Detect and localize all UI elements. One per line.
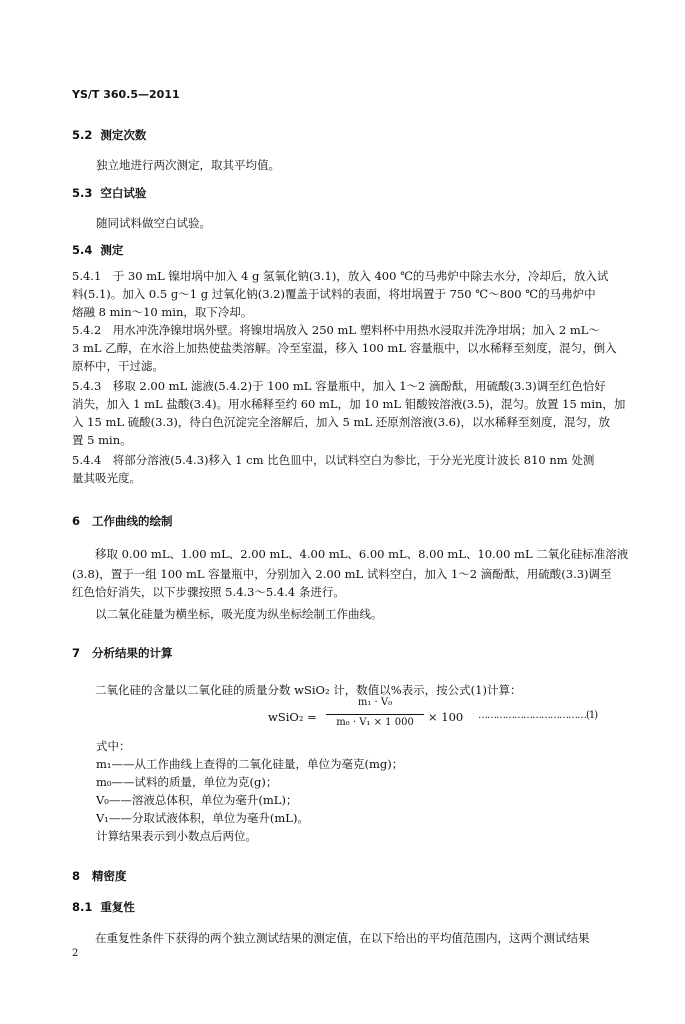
section-6-line: 移取 0.00 mL、1.00 mL、2.00 mL、4.00 mL、6.00 mL、8.00 mL、10.00 mL 二氧化硅标准溶液 (72, 547, 629, 561)
page-number: 2 (72, 948, 79, 959)
rounding-note: 计算结果表示到小数点后两位。 (96, 829, 257, 843)
section-7-heading (72, 645, 173, 661)
section-5-2-text: 独立地进行两次测定，取其平均值。 (96, 158, 280, 172)
formula-rhs: × 100 (428, 710, 464, 724)
section-number: 8 (72, 869, 81, 883)
paragraph-5-4-2-line: 3 mL 乙醇，在水浴上加热使盐类溶解。冷至室温，移入 100 mL 容量瓶中，以水稀释至刻度，混匀，倒入 (72, 341, 617, 355)
section-title: 精密度 (92, 869, 127, 883)
section-6-line: 红色恰好消失，以下步骤按照 5.4.3～5.4.4 条进行。 (72, 585, 345, 599)
section-7-intro: 二氧化硅的含量以二氧化硅的质量分数 wSiO₂ 计，数值以%表示，按公式(1)计算： (72, 683, 522, 697)
paragraph-5-4-4-line: 5.4.4 将部分溶液(5.4.3)移入 1 cm 比色皿中，以试料空白为参比，于分光光度计波长 810 nm 处测 (72, 453, 595, 467)
section-5-4-heading (72, 242, 123, 258)
section-5-3-heading (72, 185, 146, 201)
variable-definition: m₀——试料的质量，单位为克(g)； (96, 775, 278, 789)
variable-definition: V₁——分取试液体积，单位为毫升(mL)。 (96, 811, 309, 825)
where-label: 式中： (96, 739, 131, 753)
formula-lhs: wSiO₂ = (268, 710, 317, 724)
paragraph-5-4-3-line: 置 5 min。 (72, 433, 132, 447)
section-number: 5.3 (72, 186, 93, 200)
paragraph-5-4-2-line: 5.4.2 用水冲洗净镍坩埚外壁。将镍坩埚放入 250 mL 塑料杯中用热水浸取并洗净坩埚；加入 2 mL～ (72, 323, 600, 337)
paragraph-5-4-4-line: 量其吸光度。 (72, 471, 141, 485)
section-title: 重复性 (100, 900, 135, 914)
section-8-1-heading (72, 899, 135, 915)
formula-numerator: m₁ · V₀ (357, 697, 393, 708)
section-title: 测定 (100, 243, 124, 257)
section-number: 5.2 (72, 128, 93, 142)
section-title: 测定次数 (100, 128, 147, 142)
section-5-2-heading (72, 127, 146, 143)
section-8-1-text: 在重复性条件下获得的两个独立测试结果的测定值，在以下给出的平均值范围内，这两个测试结果 (72, 931, 590, 945)
section-title: 工作曲线的绘制 (92, 514, 173, 528)
variable-definition: m₁——从工作曲线上查得的二氧化硅量，单位为毫克(mg)； (96, 757, 404, 771)
paragraph-5-4-3-line: 消失，加入 1 mL 盐酸(3.4)。用水稀释至约 60 mL，加 10 mL 钼酸铵溶液(3.5)，混匀。放置 15 min，加 (72, 397, 626, 411)
section-6-line: 以二氧化硅量为横坐标，吸光度为纵坐标绘制工作曲线。 (72, 607, 383, 621)
paragraph-5-4-1-line: 料(5.1)。加入 0.5 g～1 g 过氧化钠(3.2)覆盖于试料的表面，将坩埚置于 750 ℃～800 ℃的马弗炉中 (72, 287, 596, 301)
section-5-3-text: 随同试料做空白试验。 (96, 216, 211, 230)
paragraph-5-4-3-line: 5.4.3 移取 2.00 mL 滤液(5.4.2)于 100 mL 容量瓶中，加入 1～2 滴酚酞，用硫酸(3.3)调至红色恰好 (72, 379, 606, 393)
section-title: 分析结果的计算 (92, 646, 173, 660)
section-8-heading (72, 868, 127, 884)
paragraph-5-4-1-line: 5.4.1 于 30 mL 镍坩埚中加入 4 g 氢氧化钠(3.1)，放入 400 ℃的马弗炉中除去水分，冷却后，放入试 (72, 269, 609, 283)
fraction-bar (326, 714, 424, 715)
section-number: 7 (72, 646, 81, 660)
section-number: 6 (72, 514, 81, 528)
standard-number: YS/T 360.5—2011 (72, 88, 180, 101)
section-number: 8.1 (72, 900, 93, 914)
formula-number: ………………………………(1) (478, 710, 598, 721)
variable-definition: V₀——溶液总体积，单位为毫升(mL)； (96, 793, 298, 807)
section-6-line: (3.8)，置于一组 100 mL 容量瓶中，分别加入 2.00 mL 试料空白，加入 1～2 滴酚酞，用硫酸(3.3)调至 (72, 567, 612, 581)
section-6-heading (72, 513, 173, 529)
formula-denominator: m₀ · V₁ × 1 000 (336, 717, 414, 728)
paragraph-5-4-1-line: 熔融 8 min～10 min，取下冷却。 (72, 305, 253, 319)
section-number: 5.4 (72, 243, 93, 257)
section-title: 空白试验 (100, 186, 147, 200)
paragraph-5-4-2-line: 原杯中，干过滤。 (72, 359, 164, 373)
paragraph-5-4-3-line: 入 15 mL 硫酸(3.3)，待白色沉淀完全溶解后，加入 5 mL 还原剂溶液(3.6)，以水稀释至刻度，混匀，放 (72, 415, 610, 429)
